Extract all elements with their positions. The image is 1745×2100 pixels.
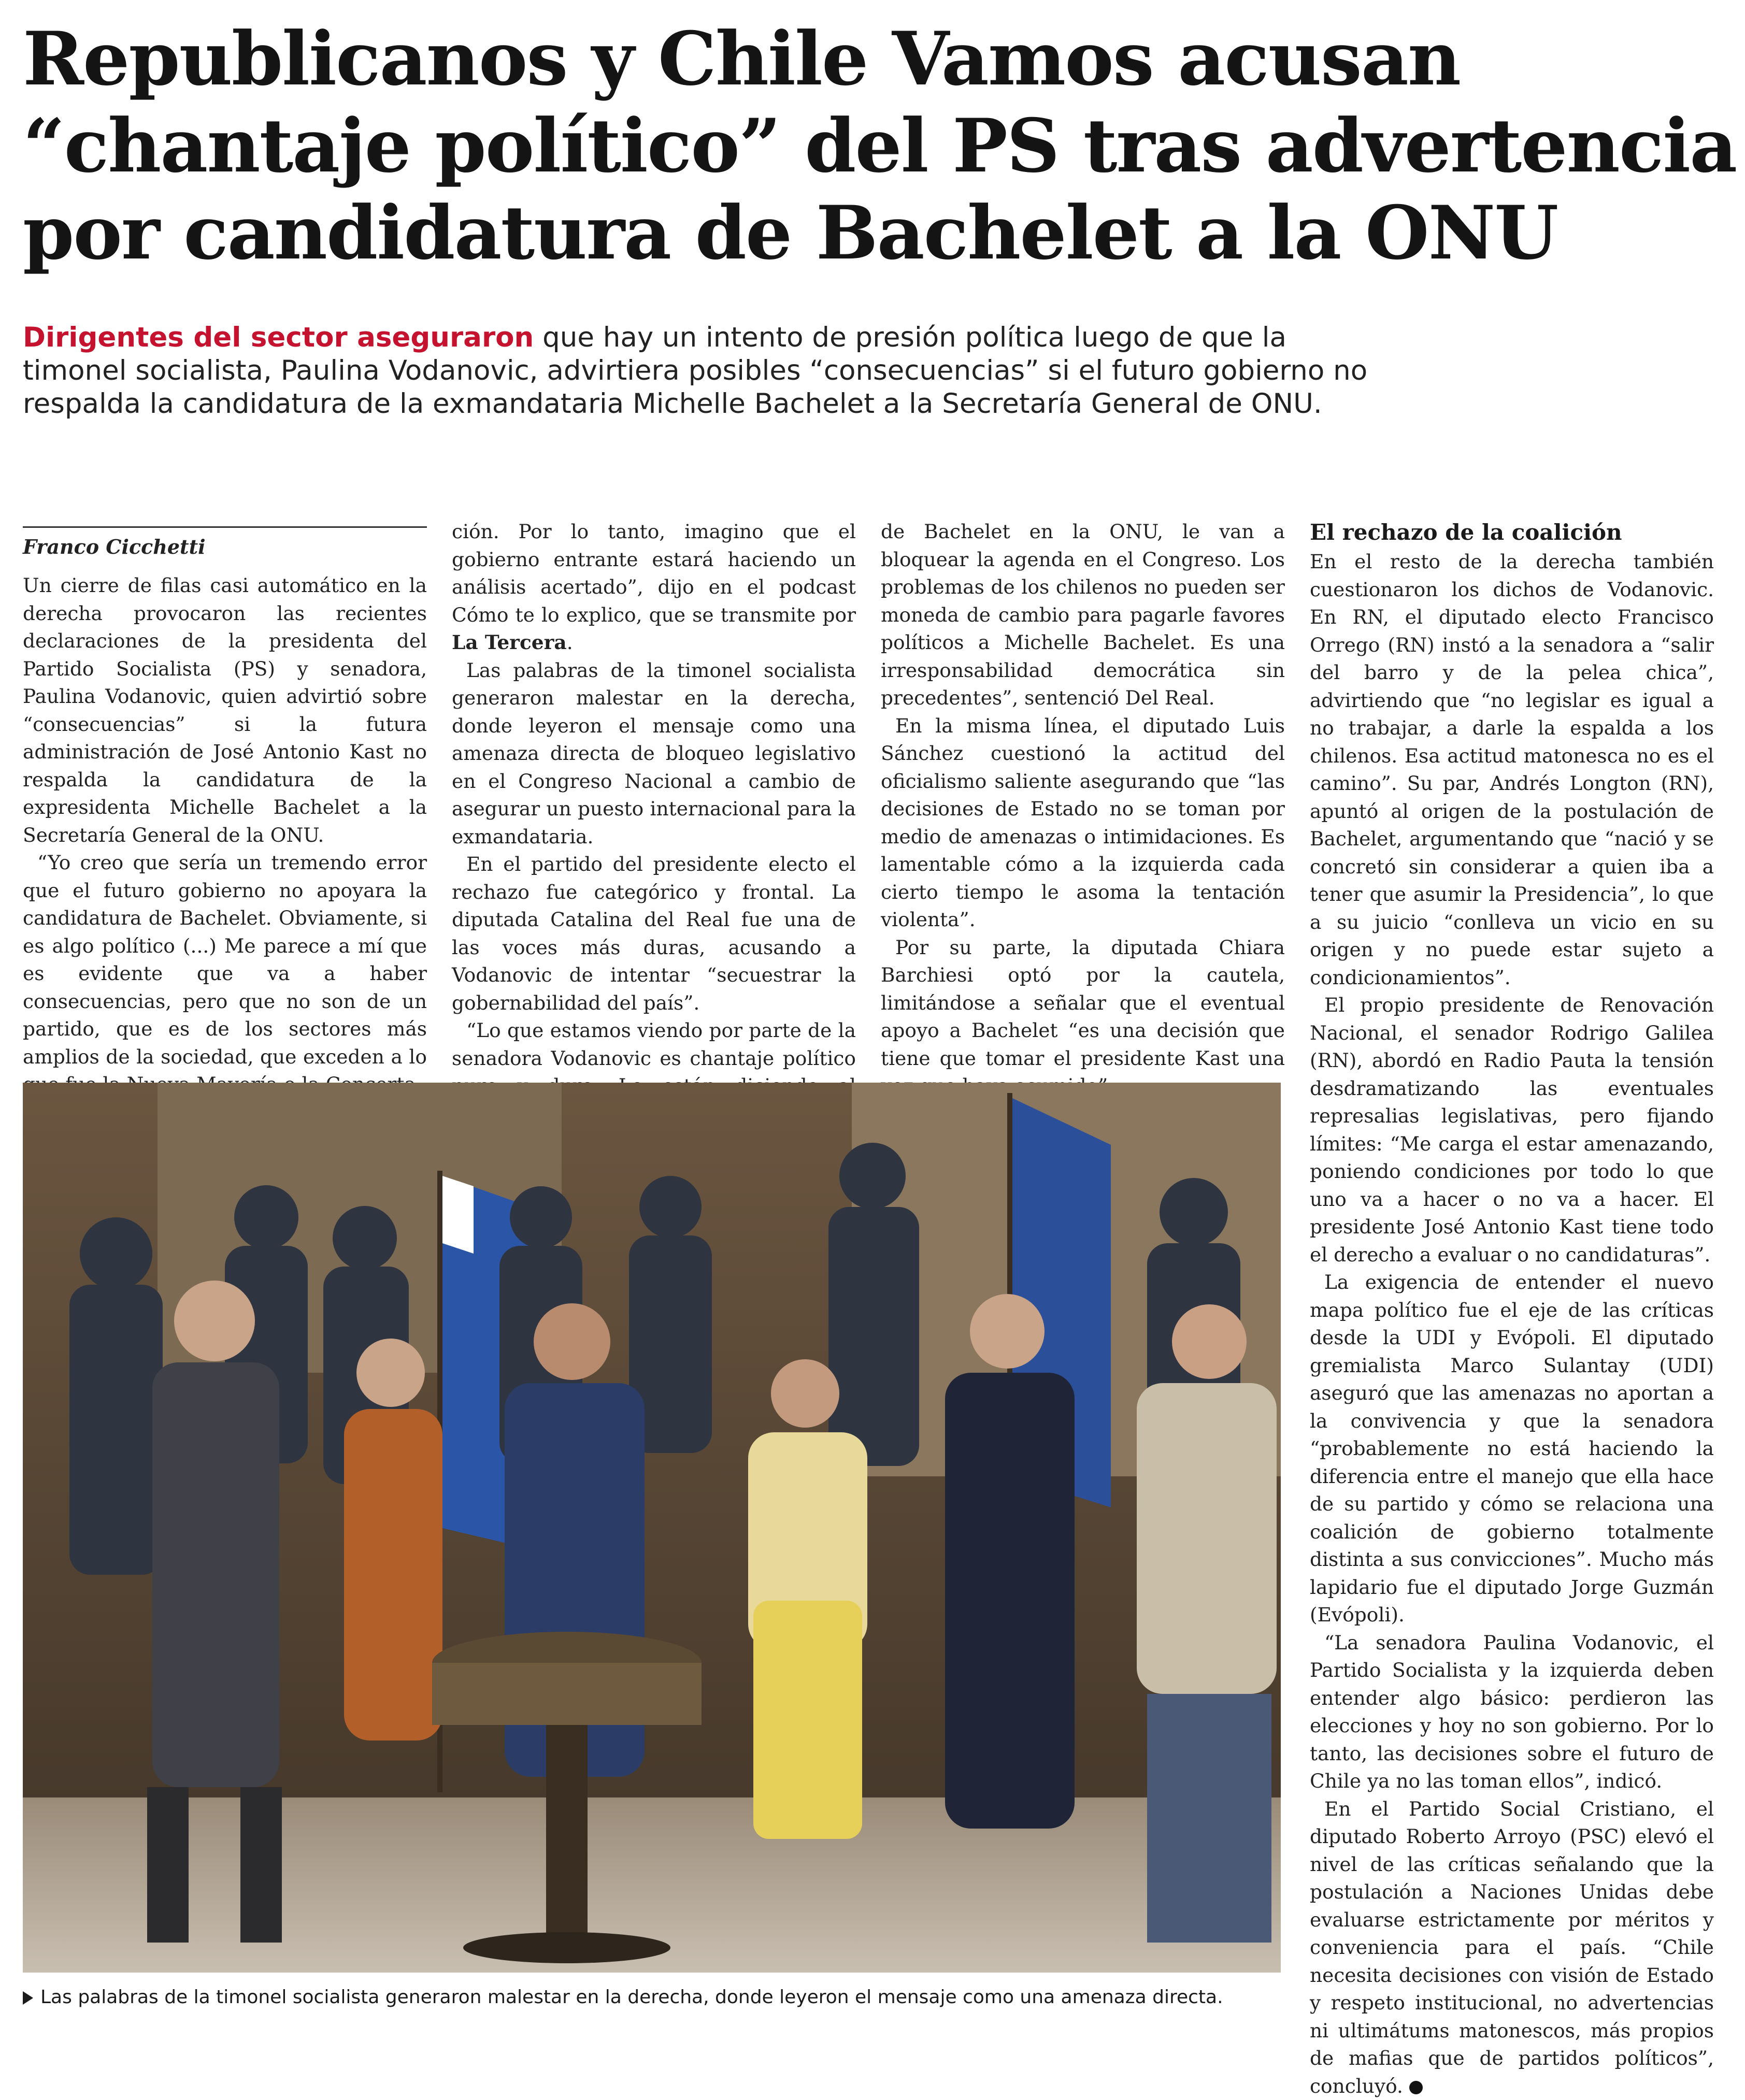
press-conference-photo <box>23 1083 1281 1973</box>
lede-lead-in: Dirigentes del sector aseguraron <box>23 322 534 353</box>
paragraph: La exigencia de entender el nuevo mapa político fue el eje de las críticas desde la UDI y Evópoli. El diputado gremialista Marco Sulantay (UDI) aseguró que las amenazas no aportan a la convivencia y que la senadora “probablemente no está haciendo la diferencia entre el manejo que ella hace de su partido y cómo se relaciona una coalición de gobierno totalmente distinta a sus convicciones”. Mucho más lapidario fue el diputado Jorge Guzmán (Evópoli). <box>1310 1269 1714 1629</box>
lede-text: que hay un intento de presión política luego de que la timonel socialista, Paulina Vodanovic, advirtiera posibles “consecuencias” si el futuro gobierno no respalda la candidatura de la exmandataria Michelle Bachelet a la Secretaría General de ONU. <box>23 322 1367 420</box>
headline <box>23 16 1722 277</box>
photo-illustration <box>23 1083 1281 1973</box>
headline-line-2: “chantaje político” del PS tras advertencia <box>23 103 1722 190</box>
column-2 <box>452 518 856 1156</box>
paragraph: “Yo creo que sería un tremendo error que el futuro gobierno no apoyara la candidatura de Bachelet. Obviamente, si es algo político (...) Me parece a mí que es evidente que va a haber consecuencias, pero que no son de un partido, que es de los sectores más amplios de la sociedad, que exceden a lo <box>23 849 427 1099</box>
subhead: El rechazo de la coalición <box>1310 518 1714 547</box>
paragraph: Un cierre de filas casi automático en la derecha provocaron las recientes declaraciones de la presidenta del Partido Socialista (PS) y senadora, Paulina Vodanovic, quien advirtió sobre “consecuencias” si la futura administración de José Antonio Kast no respalda la candidatura de la expresidenta Michelle Bachelet a la Secretaría General de la ONU. <box>23 572 427 849</box>
caption-arrow-icon <box>23 1991 33 2005</box>
end-mark-icon <box>1409 2081 1423 2094</box>
column-3 <box>881 518 1285 1100</box>
paragraph: En el resto de la derecha también cuestionaron los dichos de Vodanovic. En RN, el diputado electo Francisco Orrego (RN) instó a la senadora a “salir del barro y de la pelea chica”, advirtiendo que “no legislar es igual a no trabajar, a darle la espalda a los chilenos. Esa actitud matonesca no es el camino”. Su par, Andrés Longton (RN), apuntó al origen de la postulación de Bachelet, argumentando que “nació y se concretó sin considerar a quien iba a tener que asumir la Presidencia”, lo que a su juicio “conlleva un vicio en su origen y no puede estar sujeto a condicionamientos”. <box>1310 548 1714 991</box>
paragraph-text: En el Partido Social Cristiano, el diputado Roberto Arroyo (PSC) elevó el nivel de las críticas señalando que la postulación a Naciones Unidas debe evaluarse estrictamente por méritos y conveniencia para el país. “Chile necesita decisiones con visión de Estado y respeto institucional, no advertencias ni ultimátums matonescos, más propios de mafias que de partidos políticos”, concluyó. <box>1310 1797 1714 2097</box>
brand-la-tercera: La Tercera <box>452 631 567 654</box>
headline-line-3: por candidatura de Bachelet a la ONU <box>23 190 1722 277</box>
paragraph: El propio presidente de Renovación Nacional, el senador Rodrigo Galilea (RN), abordó en Radio Pauta la tensión desdramatizando las eventuales represalias legislativas, pero fijando límites: “Me carga el estar amenazando, poniendo condiciones por todo lo que uno va a hacer o no va a hacer. El presidente José Antonio Kast tiene todo el derecho a evaluar o no candidaturas”. <box>1310 991 1714 1269</box>
paragraph-text: ción. Por lo tanto, imagino que el gobierno entrante estará haciendo un análisis acertado”, dijo en el podcast Cómo te lo explico, que se transmite por <box>452 520 856 626</box>
paragraph: En la misma línea, el diputado Luis Sánchez cuestionó la actitud del oficialismo saliente asegurando que “las decisiones de Estado no se toman por medio de amenazas o intimidaciones. Es lamentable cómo a la izquierda cada cierto tiempo le asoma la tentación violenta”. <box>881 712 1285 934</box>
paragraph: “Lo que estamos viendo por parte de la senadora Vodanovic es chantaje político <box>452 1017 856 1156</box>
paragraph: “La senadora Paulina Vodanovic, el Partido Socialista y la izquierda deben entender algo básico: perdieron las elecciones y hoy no son gobierno. Por lo tanto, las decisiones sobre el futuro de Chile ya no las toman ellos”, indicó. <box>1310 1629 1714 1795</box>
caption-text: Las palabras de la timonel socialista generaron malestar en la derecha, donde leyeron el mensaje como una amenaza directa. <box>40 1987 1223 2008</box>
column-1 <box>23 572 427 1099</box>
paragraph: Por su parte, la diputada Chiara Barchiesi optó por la cautela, limitándose a señalar que el eventual apoyo a Bachelet “es una decisión que tiene que tomar el presidente Kast una <box>881 934 1285 1100</box>
byline: Franco Cicchetti <box>23 526 427 558</box>
paragraph-end: . <box>567 631 573 654</box>
paragraph: de Bachelet en la ONU, le van a bloquear la agenda en el Congreso. Los problemas de los chilenos no pueden ser moneda de cambio para pagarle favores políticos a Michelle Bachelet. Es una irresponsabilidad democrática sin precedentes”, sentenció Del Real. <box>881 518 1285 712</box>
lede <box>23 321 1370 421</box>
photo-caption <box>23 1985 1370 2010</box>
column-4 <box>1310 518 1714 2100</box>
paragraph: En el partido del presidente electo el rechazo fue categórico y frontal. La diputada Catalina del Real fue una de las voces más duras, acusando a Vodanovic de intentar “secuestrar la gobernabilidad del país”. <box>452 851 856 1017</box>
paragraph: Las palabras de la timonel socialista generaron malestar en la derecha, donde leyeron el mensaje como una amenaza directa de bloqueo legislativo en el Congreso Nacional a cambio de asegurar un puesto internacional para la exmandataria. <box>452 657 856 851</box>
paragraph <box>1310 1795 1714 2100</box>
paragraph <box>452 518 856 657</box>
headline-line-1: Republicanos y Chile Vamos acusan <box>23 16 1722 103</box>
